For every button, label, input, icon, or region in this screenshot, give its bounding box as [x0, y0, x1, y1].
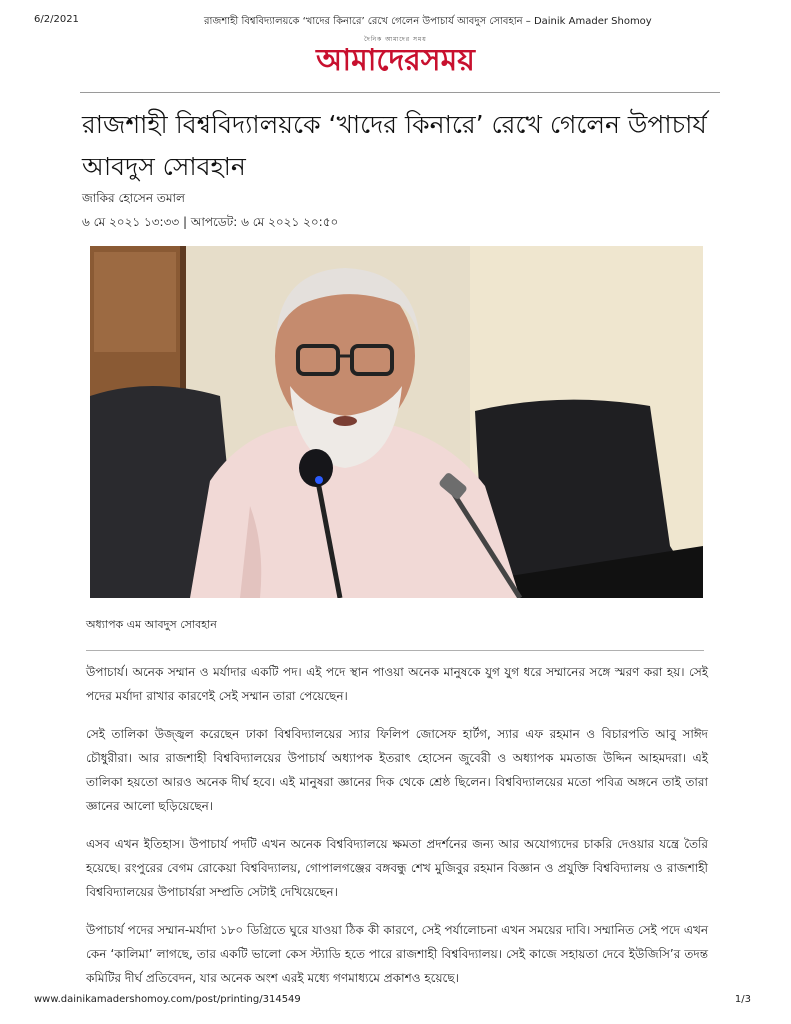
- page-number: 1/3: [734, 994, 751, 1005]
- print-header: [34, 14, 751, 30]
- photo-caption: অধ্যাপক এম আবদুস সোবহান: [86, 618, 217, 631]
- article-paragraph: উপাচার্য পদের সম্মান-মর্যাদা ১৮০ ডিগ্রিতে ঘুরে যাওয়া ঠিক কী কারণে, সেই পর্যালোচনা এখন সময়ের দাবি। সম্মানিত সেই পদে এখন কেন ‘কালিমা’ লাগছে, তার একটি ভালো কেস স্ট্যাডি হতে পারে রাজশাহী বিশ্ববিদ্যালয়। সেই কাজে সহায়তা দেবে ইউজিসি’র তদন্ত কমিটির দীর্ঘ প্রতিবেদন, যার অনেক অংশ এরই মধ্যে গণমাধ্যমে প্রকাশও হয়েছে।: [86, 923, 708, 985]
- article-author: জাকির হোসেন তমাল: [82, 191, 185, 205]
- masthead-logo[interactable]: [0, 34, 791, 79]
- article-paragraph: এসব এখন ইতিহাস। উপাচার্য পদটি এখন অনেক বিশ্ববিদ্যালয়ে ক্ষমতা প্রদর্শনের জন্য আর অযোগ্যদের চাকরি দেওয়ার যন্ত্রে তৈরি হয়েছে। রংপুরের বেগম রোকেয়া বিশ্ববিদ্যালয়, গোপালগঞ্জের বঙ্গবন্ধু শেখ মুজিবুর রহমান বিজ্ঞান ও প্রযুক্তি বিশ্ববিদ্যালয় ও রাজশাহী বিশ্ববিদ্যালয়ের উপাচার্যরা সম্প্রতি সেটাই দেখিয়েছেন।: [86, 837, 708, 899]
- print-page-title: রাজশাহী বিশ্ববিদ্যালয়কে ‘খাদের কিনারে’ রেখে গেলেন উপাচার্য আবদুস সোবহান – Dainik Amader Shomoy: [204, 16, 652, 27]
- masthead-tagline: দৈনিক আমাদের সময়: [364, 36, 427, 43]
- article-headline: রাজশাহী বিশ্ববিদ্যালয়কে ‘খাদের কিনারে’ রেখে গেলেন উপাচার্য আবদুস সোবহান: [82, 110, 707, 181]
- header-divider: [80, 92, 720, 93]
- print-url[interactable]: www.dainikamadershomoy.com/post/printing/314549: [34, 994, 301, 1005]
- portrait-illustration: [90, 246, 703, 598]
- caption-divider: [86, 650, 704, 651]
- article-photo: [90, 246, 703, 598]
- article-body: [86, 660, 708, 1004]
- masthead-name: আমাদেরসময়: [316, 43, 475, 78]
- article-paragraph: উপাচার্য। অনেক সম্মান ও মর্যাদার একটি পদ। এই পদে স্থান পাওয়া অনেক মানুষকে যুগ যুগ ধরে সম্মানের সঙ্গে স্মরণ করা হয়। সেই পদের মর্যাদা রাখার কারণেই সেই সম্মান তারা পেয়েছেন।: [86, 665, 708, 703]
- article-paragraph: সেই তালিকা উজ্জ্বল করেছেন ঢাকা বিশ্ববিদ্যালয়ের স্যার ফিলিপ জোসেফ হার্টগ, স্যার এফ রহমান ও বিচারপতি আবু সাঈদ চৌধুরীরা। আর রাজশাহী বিশ্ববিদ্যালয়ের উপাচার্য অধ্যাপক ইতরাৎ হোসেন জুবেরী ও অধ্যাপক মমতাজ উদ্দিন আহমদরা। এই তালিকা হয়তো আরও অনেক দীর্ঘ হবে। এই মানুষরা জ্ঞানের দিক থেকে শ্রেষ্ঠ ছিলেন। বিশ্ববিদ্যালয়ের মতো পবিত্র অঙ্গনে তাই তারা জ্ঞানের আলো ছড়িয়েছেন।: [86, 727, 708, 813]
- print-date: 6/2/2021: [34, 14, 79, 25]
- article-timestamp: ৬ মে ২০২১ ১৩:৩৩ | আপডেট: ৬ মে ২০২১ ২০:৫০: [82, 215, 339, 229]
